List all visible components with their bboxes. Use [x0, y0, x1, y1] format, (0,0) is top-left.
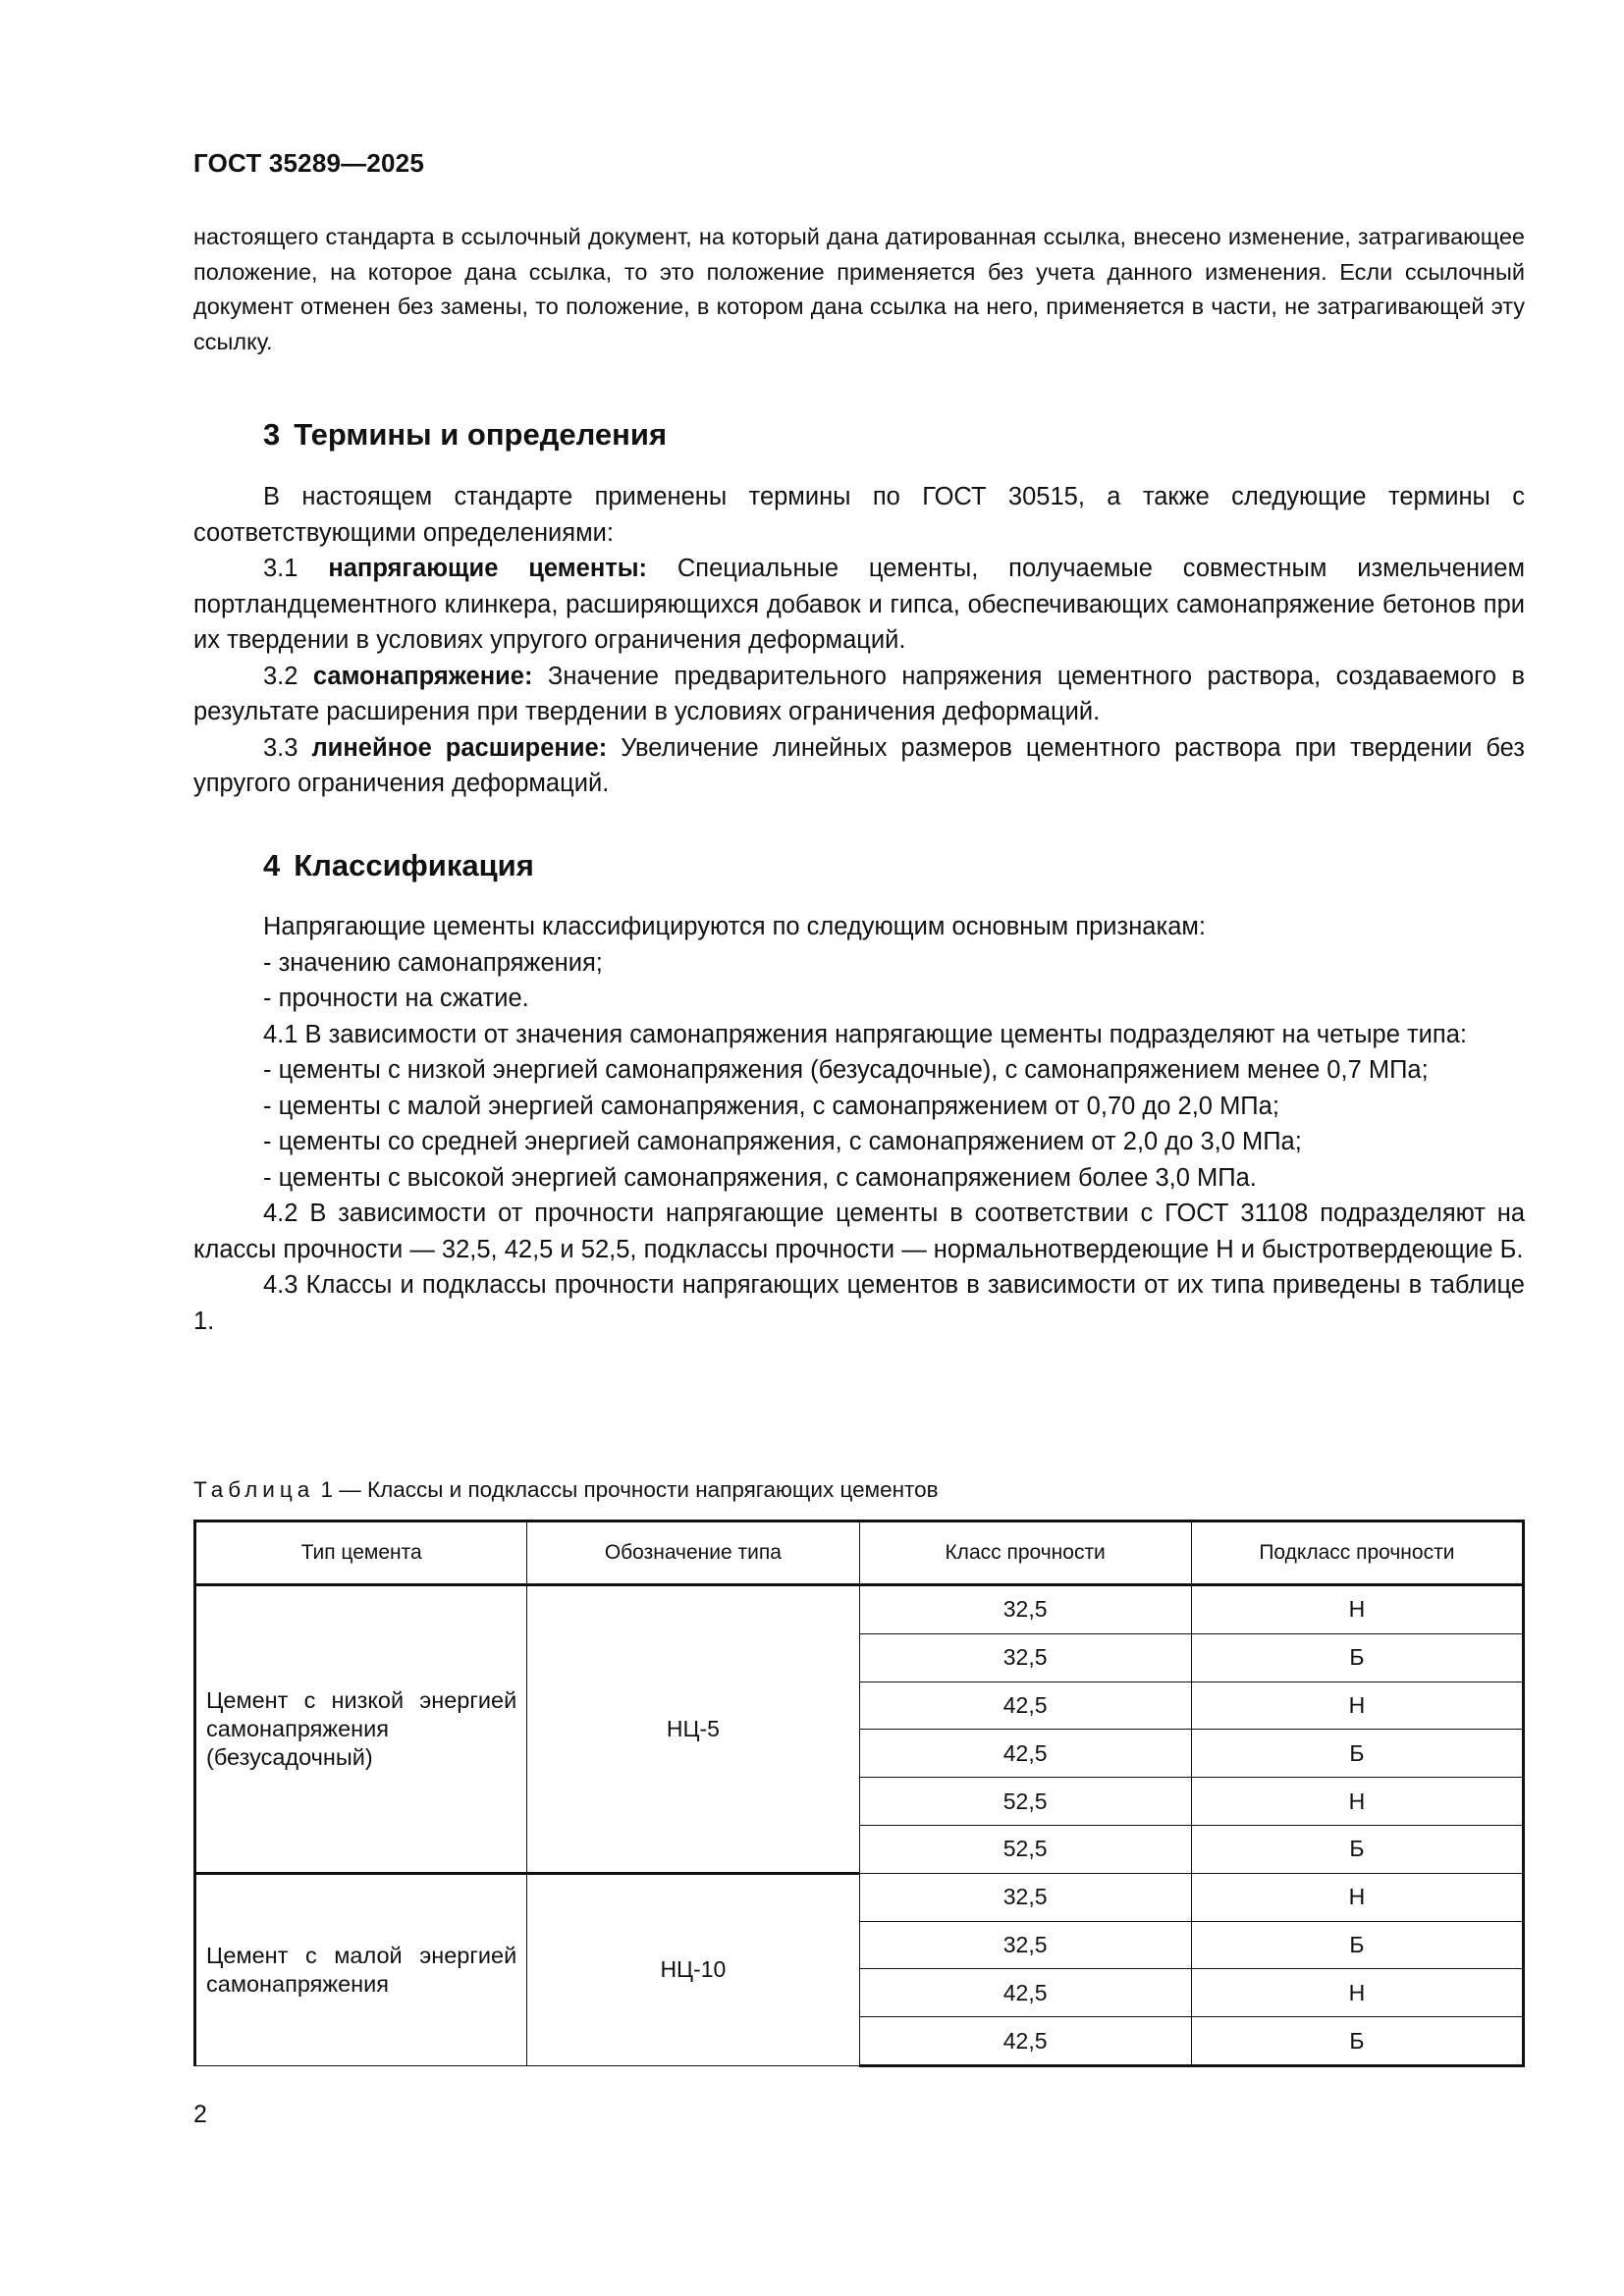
class-cell: 32,5	[859, 1585, 1191, 1634]
subclass-cell: Б	[1191, 1730, 1523, 1778]
column-header: Подкласс прочности	[1191, 1522, 1523, 1585]
class-cell: 42,5	[859, 1682, 1191, 1730]
class-cell: 42,5	[859, 1730, 1191, 1778]
section-4-body	[193, 909, 1525, 1339]
table-caption-text: 1 — Классы и подклассы прочности напрягающих цементов	[314, 1477, 939, 1502]
term-definition: Значение предварительного напряжения цементного раствора, создаваемого в результате расширения при твердении в условиях ограничения деформаций.	[193, 662, 1525, 725]
term-definition: Увеличение линейных размеров цементного раствора при твердении без упругого ограничения деформаций.	[193, 733, 1525, 797]
term-number: 3.2	[263, 662, 298, 690]
designation-cell: НЦ-5	[527, 1585, 859, 1874]
class-cell: 32,5	[859, 1921, 1191, 1969]
intro-paragraph: настоящего стандарта в ссылочный документ, на который дана датированная ссылка, внесено изменение, затрагивающее положение, на которое дана ссылка, то это положение применяется без учета данного изменения. Если ссылочный документ отменен без замены, то положение, в котором дана ссылка на него, применяется в части, не затрагивающей эту ссылку.	[193, 224, 1525, 354]
cement-type-cell: Цемент с низкой энергией самонапряжения (безусадочный)	[195, 1585, 527, 1874]
term-3-3	[193, 730, 1525, 802]
page-number: 2	[193, 2101, 207, 2128]
subclass-cell: Н	[1191, 1778, 1523, 1826]
criteria-item: - значению самонапряжения;	[263, 948, 603, 977]
term-3-2	[193, 659, 1525, 730]
subclass-cell: Б	[1191, 1825, 1523, 1873]
term-number: 3.1	[263, 555, 298, 582]
subclass-cell: Б	[1191, 2017, 1523, 2066]
section-4-heading	[263, 848, 534, 883]
class-cell: 52,5	[859, 1778, 1191, 1826]
class-cell: 42,5	[859, 2017, 1191, 2066]
term-name: линейное расширение:	[311, 733, 608, 762]
strength-classes-table	[193, 1520, 1525, 2067]
paragraph-4-2: 4.2 В зависимости от прочности напрягающие цементы в соответствии с ГОСТ 31108 подразделяют на классы прочности — 32,5, 42,5 и 52,5, подклассы прочности — нормальнотвердеющие Н и быстротвердеющие Б.	[193, 1200, 1525, 1263]
section-4-title: Классификация	[294, 848, 534, 882]
subclass-cell: Б	[1191, 1921, 1523, 1969]
term-definition: Специальные цементы, получаемые совместным измельчением портландцементного клинкера, расширяющихся добавок и гипса, обеспечивающих самонапряжение бетонов при их твердении в условиях упругого ограничения деформаций.	[193, 555, 1525, 654]
table-caption-label: Таблица	[193, 1477, 315, 1502]
type-item: - цементы с высокой энергией самонапряжения, с самонапряжением более 3,0 МПа.	[263, 1163, 1257, 1192]
table-row	[195, 1585, 1524, 1634]
type-item: - цементы с малой энергией самонапряжения, с самонапряжением от 0,70 до 2,0 МПа;	[263, 1092, 1279, 1120]
subclass-cell: Н	[1191, 1873, 1523, 1921]
subclass-cell: Н	[1191, 1969, 1523, 2017]
document-header: ГОСТ 35289—2025	[193, 148, 424, 178]
class-cell: 42,5	[859, 1969, 1191, 2017]
section-3-title: Термины и определения	[294, 417, 668, 452]
column-header: Обозначение типа	[527, 1522, 859, 1585]
paragraph-4-1: 4.1 В зависимости от значения самонапряжения напрягающие цементы подразделяют на четыре типа:	[263, 1020, 1467, 1048]
class-cell: 32,5	[859, 1633, 1191, 1682]
term-name: самонапряжение:	[312, 662, 533, 690]
subclass-cell: Н	[1191, 1585, 1523, 1634]
subclass-cell: Н	[1191, 1682, 1523, 1730]
designation-cell: НЦ-10	[527, 1873, 859, 2065]
class-cell: 32,5	[859, 1873, 1191, 1921]
column-header: Класс прочности	[859, 1522, 1191, 1585]
table-header-row	[195, 1522, 1524, 1585]
type-item: - цементы со средней энергией самонапряжения, с самонапряжением от 2,0 до 3,0 МПа;	[263, 1128, 1302, 1155]
section-4-intro: Напрягающие цементы классифицируются по следующим основным признакам:	[263, 913, 1206, 940]
table-row	[195, 1873, 1524, 1921]
term-name: напрягающие цементы:	[328, 555, 647, 582]
term-number: 3.3	[263, 733, 298, 762]
subclass-cell: Б	[1191, 1633, 1523, 1682]
section-4-number: 4	[263, 848, 281, 882]
table-caption	[193, 1477, 939, 1503]
criteria-item: - прочности на сжатие.	[263, 985, 529, 1012]
section-3-number: 3	[263, 417, 281, 452]
section-3-body	[193, 479, 1525, 802]
section-3-heading	[263, 417, 667, 453]
section-3-intro: В настоящем стандарте применены термины по ГОСТ 30515, а также следующие термины с соответствующими определениями:	[193, 483, 1525, 547]
cement-type-cell: Цемент с малой энергией самонапряжения	[195, 1873, 527, 2065]
paragraph-4-3: 4.3 Классы и подклассы прочности напрягающих цементов в зависимости от их типа приведены в таблице 1.	[193, 1271, 1525, 1335]
class-cell: 52,5	[859, 1825, 1191, 1873]
type-item: - цементы с низкой энергией самонапряжения (безусадочные), с самонапряжением менее 0,7 МПа;	[263, 1056, 1429, 1084]
term-3-1	[193, 551, 1525, 659]
column-header: Тип цемента	[195, 1522, 527, 1585]
